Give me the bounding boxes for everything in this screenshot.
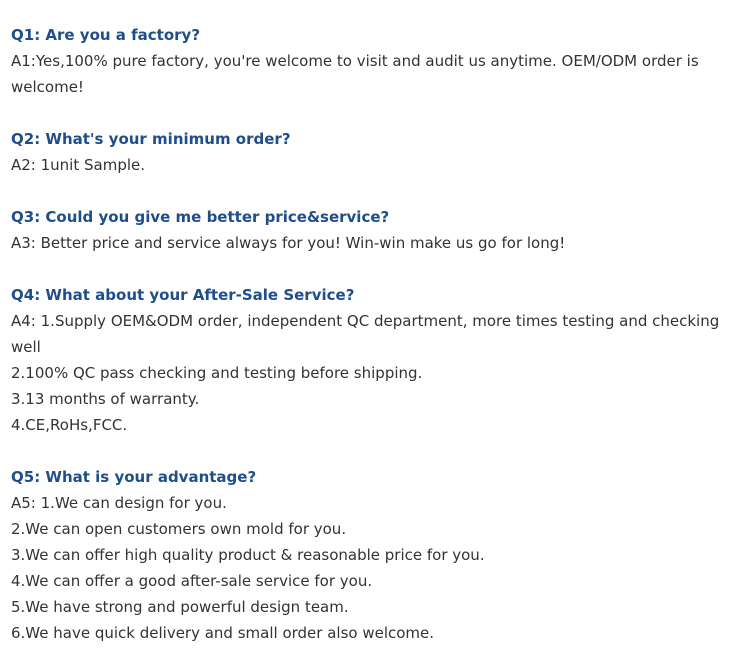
answer-text: 4.We can offer a good after-sale service for you. [11,572,373,590]
answer-text: 5.We have strong and powerful design team. [11,598,349,616]
answer-text: 3.13 months of warranty. [11,390,200,408]
answer-text: A1:Yes,100% pure factory, you're welcome to visit and audit us anytime. OEM/ODM order is welcome! [11,52,699,96]
answer-text: A2: 1unit Sample. [11,156,146,174]
answer-text: 6.We have quick delivery and small order also welcome. [11,624,435,642]
faq-item-q4 [11,282,730,438]
answer-text: 2.We can open customers own mold for you. [11,520,347,538]
question-heading: Q2: What's your minimum order? [11,130,291,148]
question-heading: Q5: What is your advantage? [11,468,257,486]
answer-text: A3: Better price and service always for you! Win-win make us go for long! [11,234,566,252]
faq-item-q2 [11,126,730,178]
question-heading: Q1: Are you a factory? [11,26,201,44]
question-heading: Q3: Could you give me better price&service? [11,208,390,226]
answer-text: 2.100% QC pass checking and testing before shipping. [11,364,423,382]
answer-text: A5: 1.We can design for you. [11,494,227,512]
faq-item-q5 [11,464,730,646]
answer-text: 3.We can offer high quality product & reasonable price for you. [11,546,485,564]
answer-text: A4: 1.Supply OEM&ODM order, independent QC department, more times testing and checking well [11,312,720,356]
question-heading: Q4: What about your After-Sale Service? [11,286,355,304]
faq-item-q1 [11,22,730,100]
answer-text: 4.CE,RoHs,FCC. [11,416,128,434]
faq-item-q3 [11,204,730,256]
